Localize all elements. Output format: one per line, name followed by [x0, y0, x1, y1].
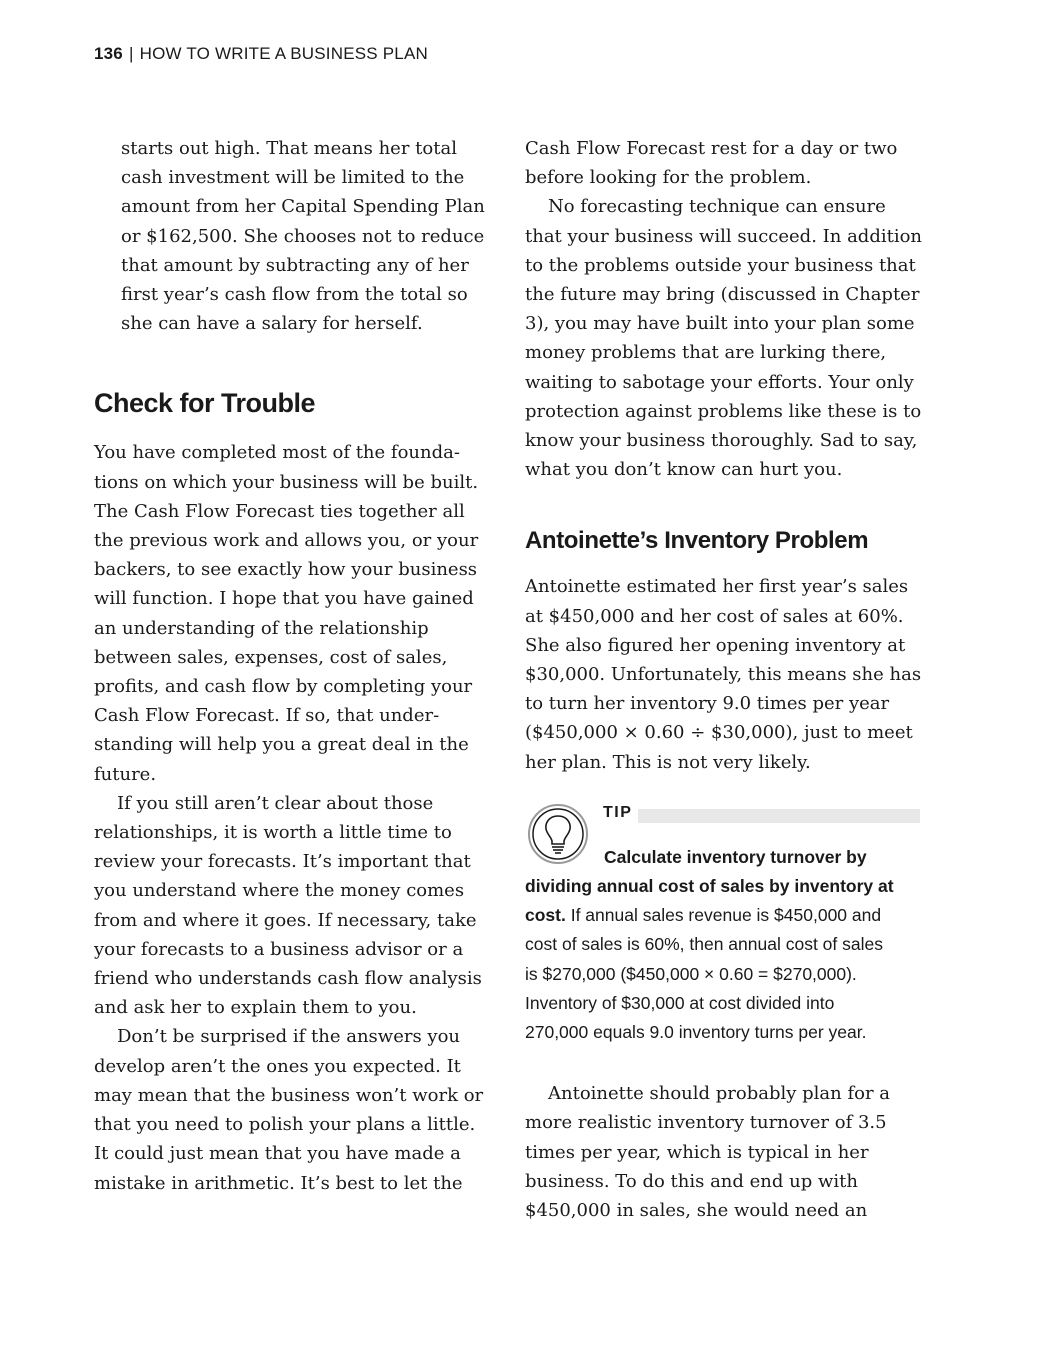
text-line: she can have a salary for herself.: [121, 313, 423, 335]
section-heading: Check for Trouble: [94, 388, 316, 419]
text-line: mistake in arithmetic. It’s best to let the: [94, 1172, 463, 1194]
tip-line: [525, 901, 920, 930]
text-line: will function. I hope that you have gained: [94, 588, 474, 610]
text-line: waiting to sabotage your efforts. Your only: [525, 371, 914, 393]
text-line: her plan. This is not very likely.: [525, 751, 811, 773]
text-line: business. To do this and end up with: [525, 1170, 858, 1192]
lightbulb-icon: [527, 803, 589, 865]
text-line: the previous work and allows you, or your: [94, 530, 479, 552]
page-number: 136: [94, 44, 123, 63]
text-line: standing will help you a great deal in the: [94, 734, 469, 756]
running-title: HOW TO WRITE A BUSINESS PLAN: [139, 44, 428, 63]
text-line: review your forecasts. It’s important that: [94, 851, 471, 873]
text-line: your forecasts to a business advisor or a: [94, 938, 464, 960]
text-line: The Cash Flow Forecast ties together all: [94, 500, 465, 522]
tip-line: Calculate inventory turnover by: [604, 846, 867, 867]
text-line: before looking for the problem.: [525, 167, 812, 189]
text-line: you understand where the money comes: [94, 880, 465, 902]
text-line: develop aren’t the ones you expected. It: [94, 1055, 461, 1077]
tip-line: is $270,000 ($450,000 × 0.60 = $270,000).: [525, 963, 857, 984]
text-line: and ask her to explain them to you.: [94, 997, 417, 1019]
text-line: first year’s cash flow from the total so: [121, 284, 468, 306]
text-line: ($450,000 × 0.60 ÷ $30,000), just to meet: [525, 722, 913, 744]
subsection-heading: Antoinette’s Inventory Problem: [525, 527, 869, 555]
text-line: cash investment will be limited to the: [121, 167, 465, 189]
text-line: Antoinette should probably plan for a: [548, 1083, 891, 1105]
text-line: amount from her Capital Spending Plan: [121, 196, 485, 218]
text-line: an understanding of the relationship: [94, 617, 429, 639]
right-column: [525, 134, 923, 1225]
text-line: between sales, expenses, cost of sales,: [94, 646, 448, 668]
tip-bold-fragment: cost.: [525, 905, 566, 926]
continued-paragraph: [94, 134, 485, 338]
text-line: Don’t be surprised if the answers you: [117, 1026, 461, 1048]
paragraph: [94, 438, 482, 788]
paragraph: [94, 789, 482, 1023]
text-line: the future may bring (discussed in Chapter: [525, 284, 920, 306]
text-line: future.: [94, 763, 157, 785]
text-line: to the problems outside your business that: [525, 254, 916, 276]
paragraph: [525, 572, 920, 776]
tip-line: cost of sales is 60%, then annual cost of sales: [525, 934, 883, 955]
text-line: starts out high. That means her total: [121, 138, 457, 159]
text-line: profits, and cash flow by completing your: [94, 676, 473, 698]
text-line: that your business will succeed. In addition: [525, 225, 923, 247]
tip-text-fragment: If annual sales revenue is $450,000 and: [565, 905, 882, 926]
left-column: [94, 134, 485, 1198]
text-line: You have completed most of the founda-: [94, 442, 460, 464]
tip-header-bar: [603, 803, 920, 823]
text-line: what you don’t know can hurt you.: [525, 459, 843, 481]
text-line: No forecasting technique can ensure: [548, 196, 886, 218]
text-line: to turn her inventory 9.0 times per year: [525, 693, 890, 715]
text-line: Antoinette estimated her first year’s sales: [525, 576, 909, 598]
tip-body: [525, 843, 920, 1047]
tip-box: [525, 803, 920, 1047]
text-line: at $450,000 and her cost of sales at 60%.: [525, 605, 904, 627]
continued-paragraph: [525, 134, 920, 192]
text-line: more realistic inventory turnover of 3.5: [525, 1112, 887, 1134]
paragraph: [525, 1079, 920, 1225]
text-line: Cash Flow Forecast. If so, that under-: [94, 705, 440, 727]
text-line: know your business thoroughly. Sad to say,: [525, 430, 918, 452]
text-line: relationships, it is worth a little time to: [94, 822, 452, 844]
text-line: protection against problems like these is to: [525, 400, 922, 422]
text-line: money problems that are lurking there,: [525, 342, 887, 364]
text-line: friend who understands cash flow analysis: [94, 968, 482, 990]
text-line: times per year, which is typical in her: [525, 1141, 869, 1163]
text-line: It could just mean that you have made a: [94, 1143, 461, 1165]
header-separator: |: [128, 44, 134, 63]
tip-line: Inventory of $30,000 at cost divided into: [525, 992, 835, 1013]
text-line: If you still aren’t clear about those: [117, 792, 434, 814]
text-line: Cash Flow Forecast rest for a day or two: [525, 138, 898, 159]
text-line: may mean that the business won’t work or: [94, 1084, 484, 1106]
text-line: or $162,500. She chooses not to reduce: [121, 225, 485, 247]
tip-line: 270,000 equals 9.0 inventory turns per year.: [525, 1022, 867, 1043]
text-line: 3), you may have built into your plan some: [525, 313, 915, 335]
text-line: from and where it goes. If necessary, take: [94, 909, 477, 931]
text-line: tions on which your business will be built.: [94, 471, 479, 493]
text-line: backers, to see exactly how your business: [94, 559, 478, 581]
text-line: that amount by subtracting any of her: [121, 254, 469, 276]
tip-line: dividing annual cost of sales by inventory at: [525, 876, 894, 897]
paragraph: [94, 1022, 482, 1197]
text-line: $450,000 in sales, she would need an: [525, 1200, 868, 1222]
running-header: [94, 44, 428, 64]
paragraph: [525, 192, 923, 484]
tip-label: TIP: [603, 802, 638, 824]
text-line: She also figured her opening inventory at: [525, 634, 906, 656]
text-line: that you need to polish your plans a little.: [94, 1114, 476, 1136]
text-line: $30,000. Unfortunately, this means she has: [525, 664, 922, 686]
